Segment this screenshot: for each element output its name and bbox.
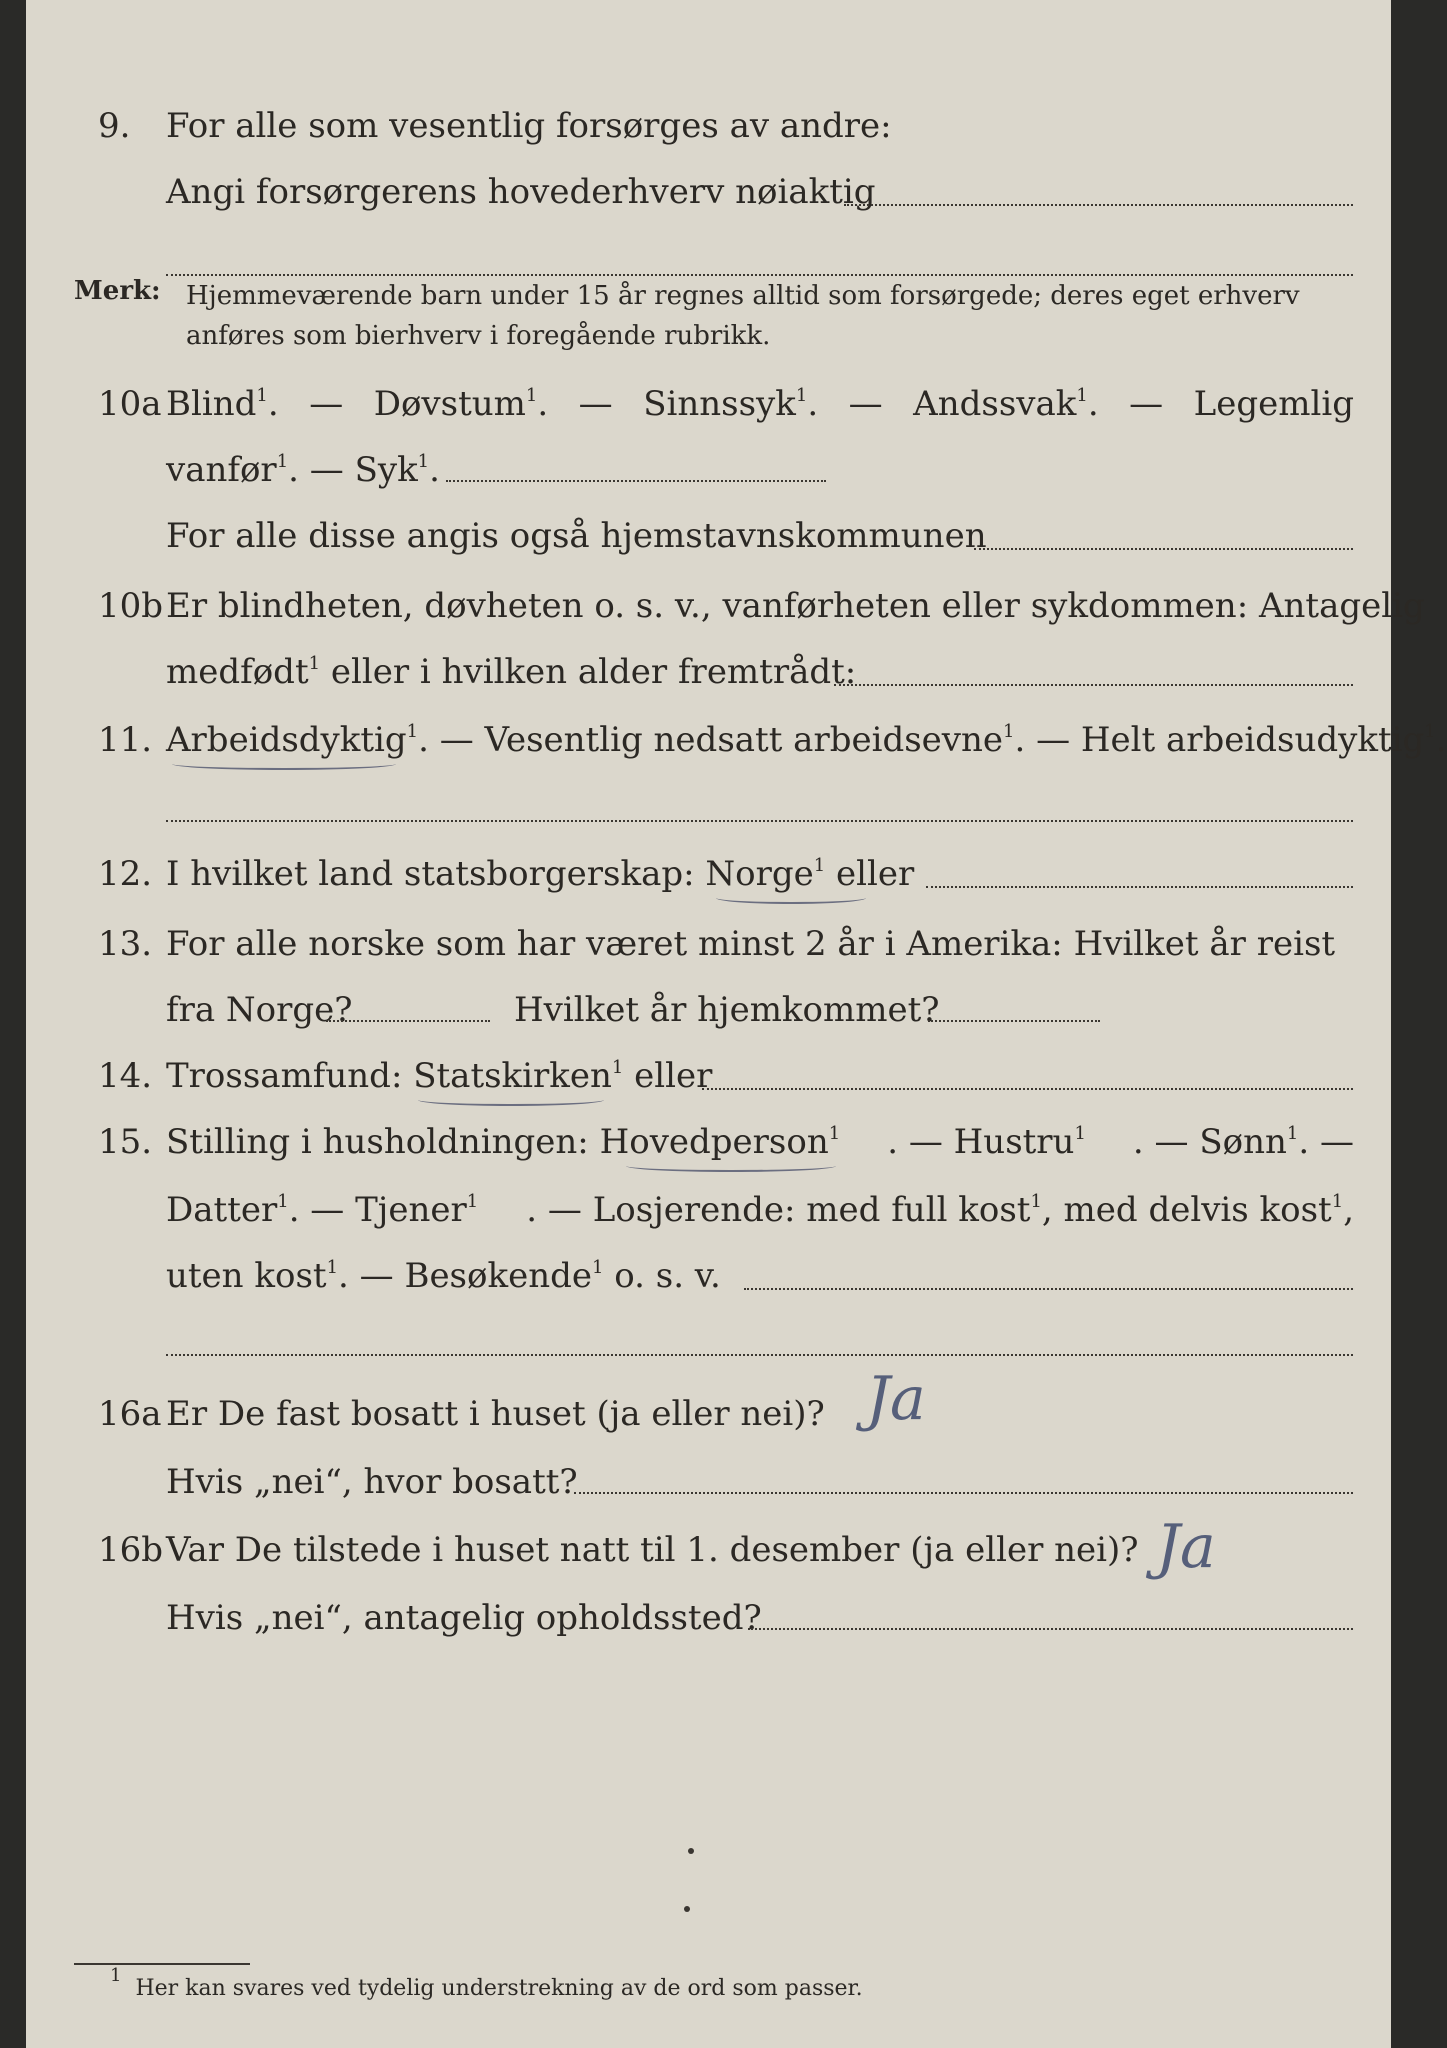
pen-underline [626, 1160, 836, 1172]
option-andssvak[interactable]: Andssvak$^1$. [913, 384, 1099, 424]
option-besokende[interactable]: . — Besøkende [338, 1256, 592, 1296]
question-text: Var De tilstede i huset natt til 1. desember (ja eller nei)? [166, 1530, 1139, 1570]
question-number: 12. [98, 854, 153, 894]
question-number: 15. [98, 1122, 153, 1162]
option-dovstum[interactable]: Døvstum$^1$. [373, 384, 549, 424]
question-10b [26, 576, 1425, 636]
note-label: Merk: [74, 276, 161, 306]
answer-line[interactable] [928, 1020, 1100, 1022]
answer-line[interactable] [974, 548, 1353, 550]
note-text: Hjemmeværende barn under 15 år regnes alltid som forsørgede; deres eget erhverv anføres som bierhverv i foregående rubrikk. [186, 281, 1300, 351]
question-16a [26, 1384, 1391, 1444]
question-13-line-2 [26, 980, 1391, 1040]
question-text: Hvis „nei“, hvor bosatt? [166, 1462, 578, 1502]
question-text: Hvilket år hjemkommet? [514, 990, 940, 1030]
handwritten-answer[interactable]: Ja [1156, 1512, 1216, 1582]
handwritten-answer[interactable]: Ja [866, 1364, 926, 1434]
question-9 [26, 96, 1391, 156]
question-text: Datter$^1$. — Tjener$^1$ . — Losjerende: med full kost$^1$, med delvis kost$^1$, [166, 1190, 1354, 1230]
question-10b-line-2 [26, 642, 1391, 702]
answer-line[interactable] [166, 820, 1353, 822]
answer-line[interactable] [834, 684, 1353, 686]
question-number: 11. [98, 720, 153, 760]
question-text: Er blindheten, døvheten o. s. v., vanførheten eller sykdommen: Antagelig [166, 586, 1425, 626]
question-number: 14. [98, 1056, 153, 1096]
question-text: vanfør$^1$. — Syk$^1$. [166, 450, 440, 490]
question-text: For alle norske som har været minst 2 år i Amerika: Hvilket år reist [166, 924, 1336, 964]
question-12 [26, 844, 1391, 904]
question-text: For alle disse angis også hjemstavnskommunen [166, 516, 987, 556]
option-nedsatt[interactable]: . — Vesentlig nedsatt arbeidsevne [418, 720, 1004, 760]
answer-line[interactable] [748, 1628, 1353, 1630]
question-10a [26, 374, 1391, 434]
question-16a-line-2 [26, 1452, 1391, 1512]
question-text: Arbeidsdyktig$^1$. — Vesentlig nedsatt arbeidsevne$^1$. — Helt arbeidsudyktig$^1$. [166, 720, 1447, 760]
answer-line[interactable] [844, 204, 1353, 206]
option-vanfor[interactable]: vanfør [166, 450, 277, 490]
question-number: 16b [98, 1530, 164, 1570]
question-text: Trossamfund: Statskirken$^1$ eller [166, 1056, 713, 1096]
pen-underline [716, 892, 866, 904]
ink-dot [684, 1906, 690, 1912]
answer-line[interactable] [326, 1020, 490, 1022]
question-16b-line-2 [26, 1588, 1391, 1648]
ink-dot [688, 1848, 694, 1854]
question-13 [26, 914, 1391, 974]
answer-line[interactable] [574, 1492, 1353, 1494]
option-delvis-kost[interactable]: , med delvis kost [1041, 1190, 1332, 1230]
question-number: 10b [98, 586, 164, 626]
answer-line[interactable] [446, 480, 826, 482]
option-tjener[interactable]: . — Tjener [288, 1190, 467, 1230]
option-full-kost[interactable]: . — Losjerende: med full kost [526, 1190, 1031, 1230]
question-10a-line-3 [26, 506, 1391, 566]
question-text: Er De fast bosatt i huset (ja eller nei)? [166, 1394, 825, 1434]
option-legemlig[interactable]: Legemlig [1193, 384, 1354, 424]
option-arbeidsudyktig[interactable]: . — Helt arbeidsudyktig [1014, 720, 1425, 760]
option-statskirken[interactable]: Statskirken [413, 1056, 612, 1096]
question-number: 10a [98, 384, 162, 424]
question-10a-line-2 [26, 440, 1391, 500]
option-hovedperson[interactable]: Hovedperson [599, 1122, 829, 1162]
answer-line[interactable] [926, 886, 1353, 888]
question-15-line-2 [26, 1180, 1391, 1240]
footnote: $^1$ Her kan svares ved tydelig understrekning av de ord som passer. [110, 1965, 863, 2001]
question-text: Hvis „nei“, antagelig opholdssted? [166, 1598, 762, 1638]
footnote-rule [74, 1963, 250, 1965]
question-number: 13. [98, 924, 153, 964]
question-text: uten kost$^1$. — Besøkende$^1$ o. s. v. [166, 1256, 721, 1296]
question-text: I hvilket land statsborgerskap: Norge$^1$ eller [166, 854, 915, 894]
question-text: Stilling i husholdningen: Hovedperson$^1$ . — Hustru$^1$ . — Sønn$^1$. — [166, 1122, 1354, 1162]
option-syk[interactable]: . — Syk [288, 450, 418, 490]
question-9-line-2 [26, 162, 1391, 222]
option-sonn[interactable]: . — Sønn [1132, 1122, 1287, 1162]
option-sinnssyk[interactable]: Sinnssyk$^1$. [643, 384, 819, 424]
question-text: Blind$^1$. — Døvstum$^1$. — Sinnssyk$^1$. — Andssvak$^1$. — Legemlig [166, 374, 1354, 434]
option-uten-kost[interactable]: uten kost [166, 1256, 327, 1296]
option-datter[interactable]: Datter [166, 1190, 278, 1230]
option-medfodt[interactable]: medfødt [166, 652, 309, 692]
question-number: 9. [98, 106, 131, 146]
option-norge[interactable]: Norge [705, 854, 814, 894]
answer-line[interactable] [166, 1354, 1353, 1356]
question-text: Angi forsørgerens hovederhverv nøiaktig [166, 172, 876, 212]
option-blind[interactable]: Blind$^1$. [166, 384, 279, 424]
option-hustru[interactable]: . — Hustru [887, 1122, 1075, 1162]
option-arbeidsdyktig[interactable]: Arbeidsdyktig [166, 720, 407, 760]
pen-underline [172, 758, 396, 770]
question-number: 16a [98, 1394, 162, 1434]
question-text: For alle som vesentlig forsørges av andre: [166, 106, 892, 146]
question-text: fra Norge? [166, 990, 353, 1030]
census-form-page [26, 0, 1447, 2048]
answer-line[interactable] [702, 1088, 1353, 1090]
pen-underline [418, 1094, 604, 1106]
question-14 [26, 1046, 1391, 1106]
answer-line[interactable] [744, 1288, 1353, 1290]
question-text: medfødt$^1$ eller i hvilken alder fremtrådt: [166, 652, 857, 692]
question-15-line-3 [26, 1246, 1391, 1306]
